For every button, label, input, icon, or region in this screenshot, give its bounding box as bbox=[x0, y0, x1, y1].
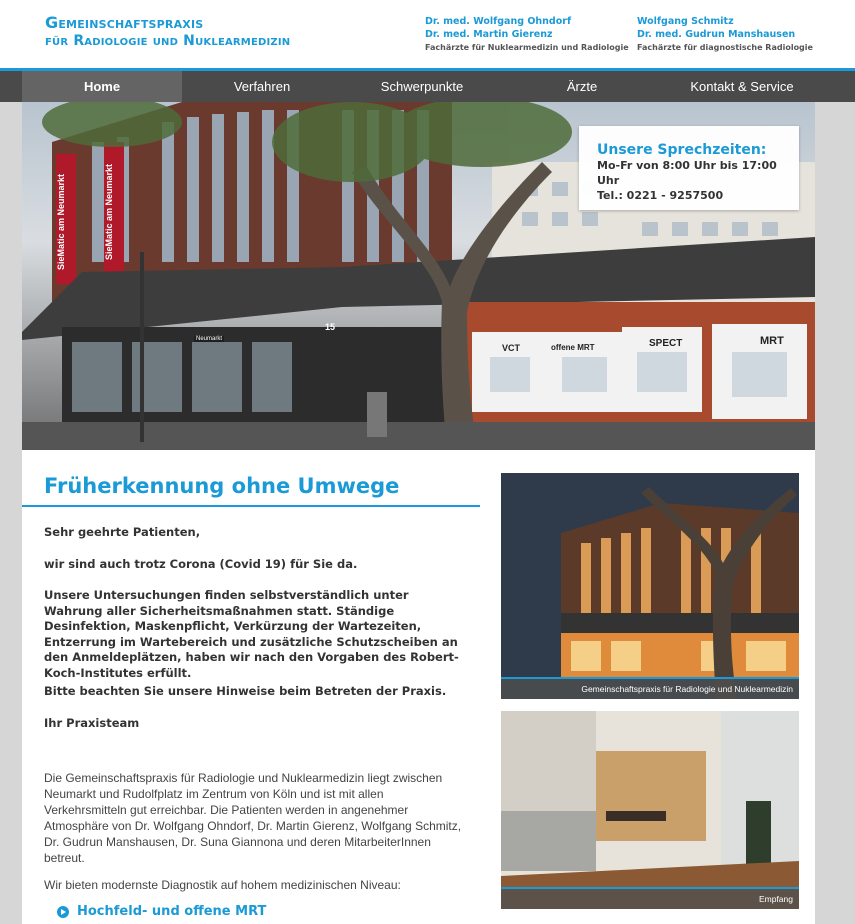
nav-item-schwerpunkte[interactable]: Schwerpunkte bbox=[380, 79, 464, 94]
hero-banner-left: SieMatic am Neumarkt bbox=[56, 173, 66, 271]
hero-banner-right: SieMatic am Neumarkt bbox=[104, 163, 114, 261]
signature: Ihr Praxisteam bbox=[44, 716, 140, 730]
corona-notice: wir sind auch trotz Corona (Covid 19) für Sie da. bbox=[44, 557, 358, 571]
office-hours-title: Unsere Sprechzeiten: bbox=[597, 142, 767, 158]
greeting-text: Sehr geehrte Patienten, bbox=[44, 525, 201, 539]
window-label-vct: VCT bbox=[502, 343, 520, 353]
arrow-circle-icon bbox=[57, 906, 69, 918]
logo-line-1: Gemeinschaftspraxis bbox=[45, 13, 204, 32]
doctor-name: Dr. med. Martin Gierenz bbox=[425, 29, 553, 40]
doctor-specialty: Fachärzte für diagnostische Radiologie bbox=[637, 43, 813, 52]
window-label-mrt: MRT bbox=[760, 335, 784, 347]
doctor-name: Dr. med. Wolfgang Ohndorf bbox=[425, 16, 572, 27]
diagnostics-link-mrt[interactable] bbox=[57, 904, 266, 919]
street-sign: Neumarkt bbox=[196, 336, 223, 342]
diagnostics-link-label: Hochfeld- und offene MRT bbox=[77, 904, 267, 919]
doctor-specialty: Fachärzte für Nuklearmedizin und Radiologie bbox=[425, 43, 629, 52]
doctor-name: Dr. med. Gudrun Manshausen bbox=[637, 29, 796, 40]
site-header bbox=[0, 0, 855, 68]
doctors-radiology bbox=[637, 15, 813, 54]
window-label-spect: SPECT bbox=[649, 338, 683, 349]
nav-item-home[interactable]: Home bbox=[22, 71, 182, 102]
image-caption: Gemeinschaftspraxis für Radiologie und Nuklearmedizin bbox=[501, 677, 799, 699]
site-logo[interactable] bbox=[45, 14, 290, 50]
doctors-nuclear-medicine bbox=[425, 15, 629, 54]
exterior-night-illustration bbox=[501, 473, 799, 699]
hero-image bbox=[22, 102, 815, 450]
reception-illustration bbox=[501, 711, 799, 909]
title-underline bbox=[22, 505, 480, 507]
diagnostics-intro: Wir bieten modernste Diagnostik auf hohem medizinischen Niveau: bbox=[44, 878, 401, 892]
office-hours-box bbox=[579, 126, 799, 210]
practice-exterior-image[interactable] bbox=[501, 473, 799, 699]
office-hours-times: Mo-Fr von 8:00 Uhr bis 17:00 Uhr bbox=[597, 159, 777, 187]
page-title: Früherkennung ohne Umwege bbox=[44, 474, 400, 498]
practice-description: Die Gemeinschaftspraxis für Radiologie und Nuklearmedizin liegt zwischen Neumarkt und Rudolfplatz im Zentrum von Köln und ist mit allen Verkehrsmitteln gut erreichbar. Die Patienten werden in angenehmer Atmosphäre von Dr. Wolfgang Ohndorf, Dr. Martin Gierenz, Wolfgang Schmitz, Dr. Gudrun Manshausen, Dr. Suna Giannona und deren MitarbeiterInnen betreut. bbox=[44, 771, 462, 865]
logo-line-2: für Radiologie und Nuklearmedizin bbox=[45, 33, 291, 49]
nav-item-aerzte[interactable]: Ärzte bbox=[566, 79, 598, 94]
reception-image[interactable] bbox=[501, 711, 799, 909]
main-navigation bbox=[0, 68, 855, 102]
image-caption: Empfang bbox=[501, 887, 799, 909]
safety-measures-text: Unsere Untersuchungen finden selbstverständlich unter Wahrung aller Sicherheitsmaßnahmen statt. Ständige Desinfektion, Maskenpflicht, Verkürzung der Wartezeiten, Entzerrung im Wartebereich und zusätzliche Schutzscheiben an den Anmeldeplätzen, haben wir nach den Vorgaben des Robert-Koch-Institutes erfüllt. bbox=[44, 588, 459, 680]
nav-item-verfahren[interactable]: Verfahren bbox=[233, 79, 291, 94]
office-phone[interactable]: Tel.: 0221 - 9257500 bbox=[597, 189, 724, 202]
page-content bbox=[22, 102, 815, 924]
nav-item-kontakt-service[interactable]: Kontakt & Service bbox=[690, 79, 794, 94]
entry-notice: Bitte beachten Sie unsere Hinweise beim Betreten der Praxis. bbox=[44, 684, 447, 698]
window-label-offene-mrt: offene MRT bbox=[551, 343, 595, 352]
doctor-name: Wolfgang Schmitz bbox=[637, 16, 734, 27]
house-number: 15 bbox=[325, 322, 336, 332]
